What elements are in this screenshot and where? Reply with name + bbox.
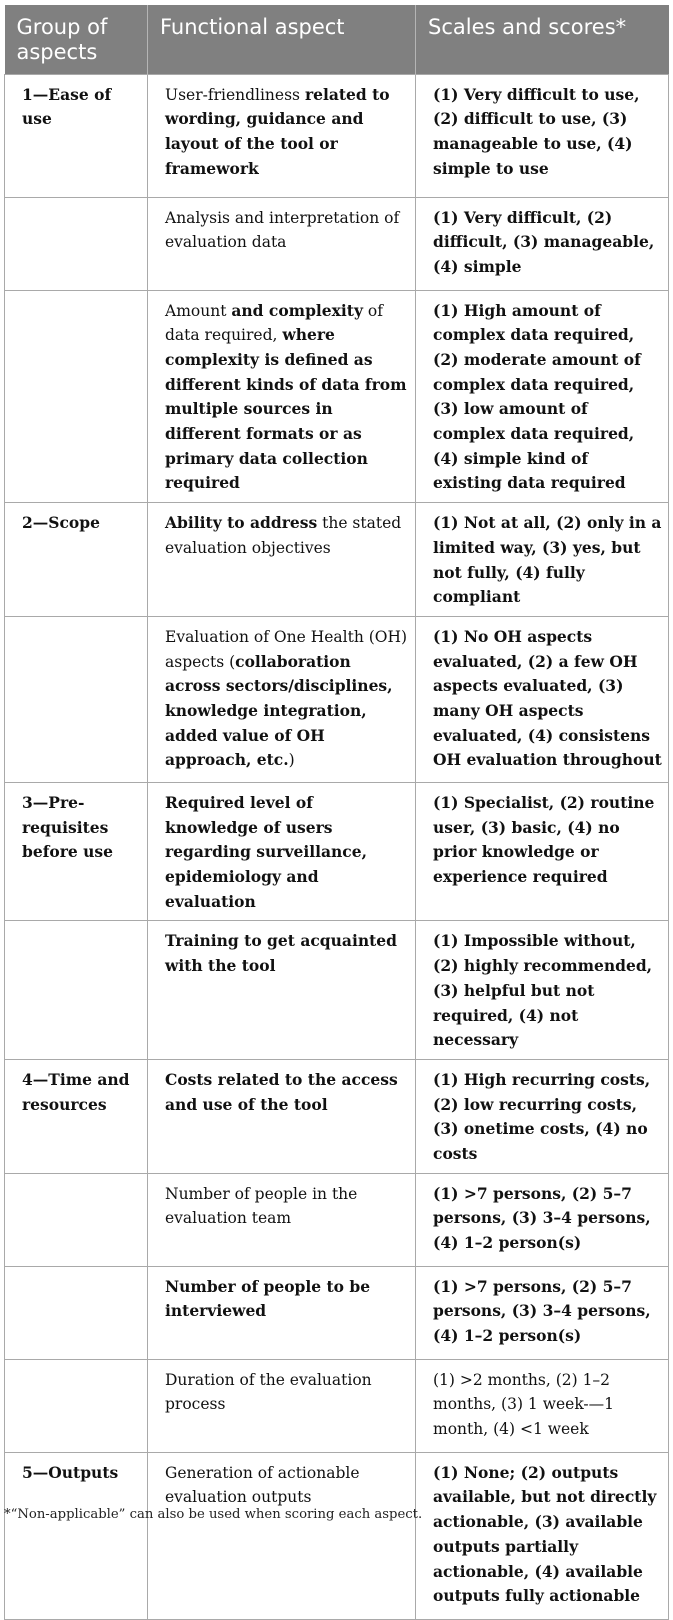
aspect-cell <box>148 1266 416 1359</box>
group-label: 5—Outputs <box>22 1462 119 1482</box>
group-cell <box>5 1059 148 1173</box>
scale-text: (1) Very difficult to use, (2) difficult to use, (3) manageable to use, (4) simple to use <box>433 84 640 178</box>
group-cell <box>5 616 148 782</box>
scale-cell <box>416 1359 669 1452</box>
table-row <box>5 921 669 1060</box>
table-row <box>5 290 669 503</box>
scale-cell <box>416 616 669 782</box>
aspect-text: Number of people in the evaluation team <box>165 1184 358 1228</box>
aspect-text: Number of people to be interviewed <box>165 1276 371 1321</box>
aspect-text: Generation of actionable evaluation outputs <box>165 1463 360 1507</box>
scale-text: (1) >7 persons, (2) 5–7 persons, (3) 3–4 persons, (4) 1–2 person(s) <box>433 1276 651 1346</box>
criteria-table <box>4 5 669 1620</box>
aspect-text: Required level of knowledge of users regarding surveillance, epidemiology and evaluation <box>165 792 368 911</box>
aspect-text: where complexity is defined as different kinds of data from multiple sources in different formats or as primary data collection required <box>165 325 407 493</box>
aspect-text: Duration of the evaluation process <box>165 1370 372 1414</box>
aspect-text: Amount <box>165 301 232 320</box>
scale-text: (1) Not at all, (2) only in a limited way, (3) yes, but not fully, (4) fully compliant <box>433 513 662 607</box>
header-aspect: Functional aspect <box>148 5 416 74</box>
scale-cell <box>416 74 669 197</box>
aspect-text: related to wording, guidance and layout of the tool or framework <box>165 84 390 178</box>
header-group: Group of aspects <box>5 5 148 74</box>
group-cell <box>5 1359 148 1452</box>
aspect-text: ) <box>288 751 295 770</box>
aspect-text: Evaluation of One Health (OH) aspects ( <box>165 627 408 671</box>
table-row <box>5 1266 669 1359</box>
aspect-text: the stated evaluation objectives <box>165 514 402 557</box>
group-label: 4—Time and resources <box>22 1069 130 1114</box>
group-label: 2—Scope <box>22 513 100 533</box>
aspect-text: Ability to address <box>165 513 318 533</box>
aspect-cell <box>148 1173 416 1266</box>
group-cell <box>5 1266 148 1359</box>
table-row <box>5 1173 669 1266</box>
scale-cell <box>416 1452 669 1619</box>
aspect-cell <box>148 1452 416 1619</box>
scale-cell <box>416 290 669 503</box>
scale-cell <box>416 1173 669 1266</box>
aspect-cell <box>148 1059 416 1173</box>
group-cell <box>5 74 148 197</box>
aspect-cell <box>148 197 416 290</box>
header-row <box>5 5 669 74</box>
scale-cell <box>416 782 669 921</box>
table-row <box>5 782 669 921</box>
aspect-cell <box>148 74 416 197</box>
scale-text: (1) No OH aspects evaluated, (2) a few OH aspects evaluated, (3) many OH aspects evaluated, (4) consistens OH evaluation throughout <box>433 626 662 770</box>
table-row <box>5 74 669 197</box>
header-scale: Scales and scores* <box>416 5 669 74</box>
aspect-text: and complexity <box>231 300 363 320</box>
table-row <box>5 616 669 782</box>
aspect-cell <box>148 290 416 503</box>
scale-cell <box>416 197 669 290</box>
scale-text: (1) Very difficult, (2) difficult, (3) manageable, (4) simple <box>433 207 655 276</box>
table-row <box>5 503 669 617</box>
scale-text: (1) None; (2) outputs available, but not directly actionable, (3) available outputs partially actionable, (4) available outputs fully actionable <box>433 1462 657 1606</box>
table-row <box>5 1059 669 1173</box>
aspect-cell <box>148 503 416 617</box>
table-row <box>5 1359 669 1452</box>
group-label: 3—Pre-requisites before use <box>22 792 113 862</box>
aspect-cell <box>148 616 416 782</box>
aspect-text: User-friendliness <box>165 85 305 104</box>
group-cell <box>5 1452 148 1619</box>
aspect-text: Analysis and interpretation of evaluation data <box>165 208 400 252</box>
aspect-cell <box>148 782 416 921</box>
group-cell <box>5 290 148 503</box>
scale-text: (1) High recurring costs, (2) low recurring costs, (3) onetime costs, (4) no costs <box>433 1069 651 1164</box>
aspect-cell <box>148 921 416 1060</box>
scale-cell <box>416 921 669 1060</box>
group-label: 1—Ease of use <box>22 84 112 129</box>
table-row <box>5 1452 669 1619</box>
group-cell <box>5 503 148 617</box>
scale-text: (1) Specialist, (2) routine user, (3) basic, (4) no prior knowledge or experience required <box>433 792 655 887</box>
table-row <box>5 197 669 290</box>
group-cell <box>5 921 148 1060</box>
aspect-cell <box>148 1359 416 1452</box>
aspect-text: collaboration across sectors/disciplines, knowledge integration, added value of OH approach, etc. <box>165 651 393 770</box>
aspect-text: Costs related to the access and use of the tool <box>165 1069 398 1114</box>
scale-cell <box>416 503 669 617</box>
scale-text: (1) >2 months, (2) 1–2 months, (3) 1 week-—1 month, (4) <1 week <box>433 1370 615 1439</box>
scale-cell <box>416 1059 669 1173</box>
scale-cell <box>416 1266 669 1359</box>
scale-text: (1) High amount of complex data required, (2) moderate amount of complex data required, (3) low amount of complex data required, (4) simple kind of existing data required <box>433 300 641 493</box>
table-footnote: *“Non-applicable” can also be used when scoring each aspect. <box>4 1507 423 1522</box>
group-cell <box>5 782 148 921</box>
aspect-text: of data required, <box>165 301 383 345</box>
scale-text: (1) >7 persons, (2) 5–7 persons, (3) 3–4 persons, (4) 1–2 person(s) <box>433 1183 651 1253</box>
group-cell <box>5 197 148 290</box>
aspect-text: Training to get acquainted with the tool <box>165 931 397 976</box>
scale-text: (1) Impossible without, (2) highly recommended, (3) helpful but not required, (4) not necessary <box>433 931 653 1050</box>
group-cell <box>5 1173 148 1266</box>
